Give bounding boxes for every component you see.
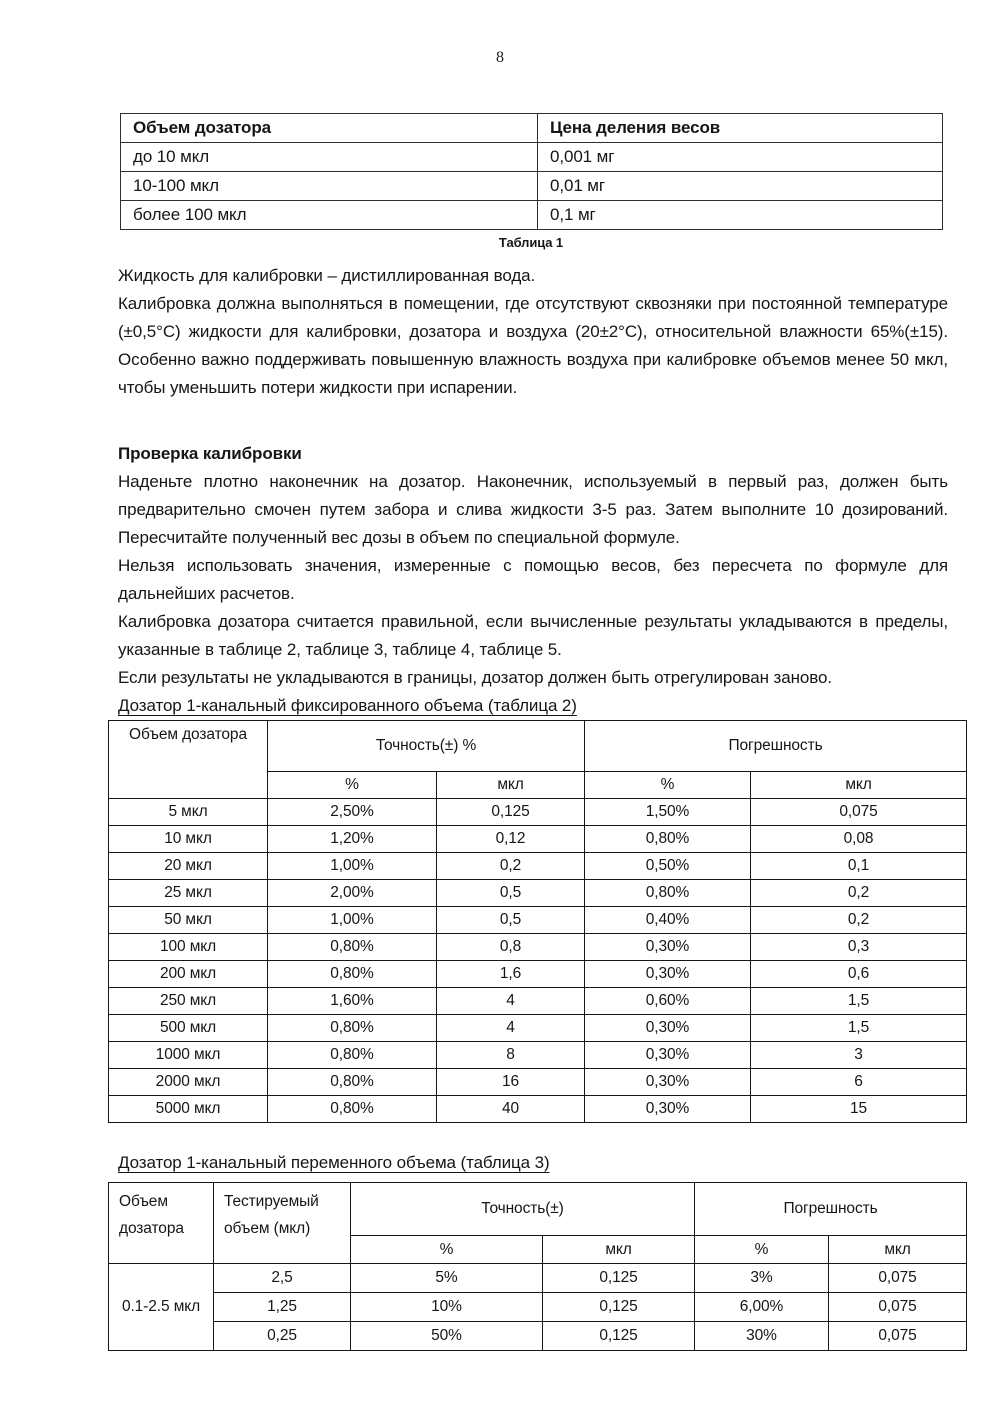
table-cell: 0,3	[751, 934, 967, 961]
table-cell: 1,5	[751, 1015, 967, 1042]
paragraph-valid-limits: Калибровка дозатора считается правильной, если вычисленные результаты укладываются в пределы, указанные в таблице 2, таблице 3, таблице 4, таблице 5.	[118, 612, 948, 659]
table-cell: 15	[751, 1096, 967, 1123]
page-number: 8	[496, 49, 504, 66]
t2-subheader-error-percent: %	[585, 772, 751, 799]
table-cell: 0,2	[437, 853, 585, 880]
table1-caption: Таблица 1	[498, 235, 564, 250]
table-cell: 0,125	[543, 1293, 695, 1322]
table-cell: 0,50%	[585, 853, 751, 880]
table-cell: 0,125	[543, 1264, 695, 1293]
table-cell: 0,2	[751, 880, 967, 907]
table-cell: 0,5	[437, 907, 585, 934]
table-cell: 0,075	[829, 1264, 967, 1293]
table-cell: 20 мкл	[109, 853, 268, 880]
table-cell: 1,25	[214, 1293, 351, 1322]
t3-subheader-error-percent: %	[695, 1236, 829, 1264]
table-cell: 0,12	[437, 826, 585, 853]
variable-volume-pipette-table	[108, 1182, 967, 1351]
table-row	[109, 826, 967, 853]
table-cell: 8	[437, 1042, 585, 1069]
table-cell: 0,80%	[585, 826, 751, 853]
table-cell: 50%	[351, 1322, 543, 1351]
t2-header-error-group: Погрешность	[585, 721, 967, 772]
table-cell: 0,40%	[585, 907, 751, 934]
table-cell: 10-100 мкл	[121, 172, 538, 201]
table-cell: 6,00%	[695, 1293, 829, 1322]
t2-header-accuracy-group: Точность(±) %	[268, 721, 585, 772]
table-row	[109, 1069, 967, 1096]
table-row	[121, 172, 943, 201]
table-cell: 0,30%	[585, 934, 751, 961]
table3-heading: Дозатор 1-канальный переменного объема (таблица 3)	[118, 1153, 550, 1172]
table-header-row	[109, 1183, 967, 1236]
t2-subheader-accuracy-percent: %	[268, 772, 437, 799]
table-cell: 1,00%	[268, 907, 437, 934]
paragraph-no-raw-values: Нельзя использовать значения, измеренные с помощью весов, без пересчета по формуле для дальнейших расчетов.	[118, 556, 948, 603]
table-cell: 5%	[351, 1264, 543, 1293]
table-cell: 3	[751, 1042, 967, 1069]
table-row	[109, 1042, 967, 1069]
table-cell: 2,00%	[268, 880, 437, 907]
table-cell: 4	[437, 988, 585, 1015]
table2-heading: Дозатор 1-канальный фиксированного объема (таблица 2)	[118, 696, 577, 715]
table-cell: 2,5	[214, 1264, 351, 1293]
table-cell: 500 мкл	[109, 1015, 268, 1042]
table-cell: 0,01 мг	[538, 172, 943, 201]
table-cell: 0,2	[751, 907, 967, 934]
table-cell: 0,1	[751, 853, 967, 880]
t2-body	[109, 799, 967, 1123]
table-cell: 0,80%	[268, 1069, 437, 1096]
table-cell: 0,075	[751, 799, 967, 826]
table-cell: 30%	[695, 1322, 829, 1351]
t3-subheader-error-mcl: мкл	[829, 1236, 967, 1264]
t3-subheader-accuracy-percent: %	[351, 1236, 543, 1264]
table-row	[121, 143, 943, 172]
table-cell: 0,125	[437, 799, 585, 826]
t2-subheader-error-mcl: мкл	[751, 772, 967, 799]
table-cell: 0,80%	[268, 934, 437, 961]
table-row	[109, 934, 967, 961]
table-cell: 0,80%	[268, 1042, 437, 1069]
table-cell: 16	[437, 1069, 585, 1096]
table-cell: 0,6	[751, 961, 967, 988]
table-cell: 0,5	[437, 880, 585, 907]
section-heading-calibration-check: Проверка калибровки	[118, 444, 302, 463]
table-cell: 0,30%	[585, 1096, 751, 1123]
table-header-row	[121, 114, 943, 143]
table-cell: 1,00%	[268, 853, 437, 880]
table-cell: 3%	[695, 1264, 829, 1293]
table-cell: 0,80%	[268, 1015, 437, 1042]
table-cell: 0,1 мг	[538, 201, 943, 230]
table-cell: 50 мкл	[109, 907, 268, 934]
table-cell: 0,30%	[585, 1069, 751, 1096]
table-row	[109, 907, 967, 934]
table-cell: 1,50%	[585, 799, 751, 826]
table-cell: 0,075	[829, 1322, 967, 1351]
table-cell: 0,08	[751, 826, 967, 853]
table-cell: 0,30%	[585, 961, 751, 988]
table-cell: 0,80%	[585, 880, 751, 907]
table-cell: более 100 мкл	[121, 201, 538, 230]
table-cell: 0,8	[437, 934, 585, 961]
table-cell: 0,001 мг	[538, 143, 943, 172]
table-row	[109, 988, 967, 1015]
table-row	[109, 853, 967, 880]
table-cell: 0,30%	[585, 1042, 751, 1069]
table-cell: 0,25	[214, 1322, 351, 1351]
table-cell: 25 мкл	[109, 880, 268, 907]
table-row	[109, 1264, 967, 1293]
row-group-label: 0.1-2.5 мкл	[109, 1264, 214, 1351]
paragraph-readjust: Если результаты не укладываются в границы, дозатор должен быть отрегулирован заново.	[118, 668, 832, 687]
table-cell: 10 мкл	[109, 826, 268, 853]
t2-header-dispenser-volume: Объем дозатора	[109, 721, 268, 799]
table-cell: 2,50%	[268, 799, 437, 826]
table-cell: 40	[437, 1096, 585, 1123]
table-cell: 100 мкл	[109, 934, 268, 961]
scale-resolution-table	[120, 113, 943, 230]
t3-header-accuracy-group: Точность(±)	[351, 1183, 695, 1236]
t3-header-error-group: Погрешность	[695, 1183, 967, 1236]
t3-subheader-accuracy-mcl: мкл	[543, 1236, 695, 1264]
table-row	[121, 201, 943, 230]
table-cell: 1,5	[751, 988, 967, 1015]
table-cell: 2000 мкл	[109, 1069, 268, 1096]
t3-header-tested-volume: Тестируемый объем (мкл)	[214, 1183, 351, 1264]
t3-body	[109, 1264, 967, 1351]
table-row	[109, 880, 967, 907]
t3-header-dispenser-volume: Объем дозатора	[109, 1183, 214, 1264]
t1-header-scale-resolution: Цена деления весов	[538, 114, 943, 143]
table-cell: 5 мкл	[109, 799, 268, 826]
paragraph-check-procedure: Наденьте плотно наконечник на дозатор. Наконечник, используемый в первый раз, должен быть предварительно смочен путем забора и слива жидкости 3-5 раз. Затем выполните 10 дозирований. Пересчитайте полученный вес дозы в объем по специальной формуле.	[118, 472, 948, 547]
fixed-volume-pipette-table	[108, 720, 967, 1123]
table-cell: 200 мкл	[109, 961, 268, 988]
table-cell: до 10 мкл	[121, 143, 538, 172]
table-cell: 1000 мкл	[109, 1042, 268, 1069]
table-cell: 0,60%	[585, 988, 751, 1015]
table-cell: 250 мкл	[109, 988, 268, 1015]
table-cell: 0,30%	[585, 1015, 751, 1042]
table-row	[109, 1322, 967, 1351]
table-row	[109, 1015, 967, 1042]
table-row	[109, 961, 967, 988]
table-row	[109, 799, 967, 826]
t2-subheader-accuracy-mcl: мкл	[437, 772, 585, 799]
table-cell: 4	[437, 1015, 585, 1042]
paragraph-calibration-liquid: Жидкость для калибровки – дистиллированная вода.	[118, 266, 536, 285]
paragraph-room-conditions: Калибровка должна выполняться в помещении, где отсутствуют сквозняки при постоянной температуре (±0,5°C) жидкости для калибровки, дозатора и воздуха (20±2°C), относительной влажности 65%(±15). Особенно важно поддерживать повышенную влажность воздуха при калибровке объемов менее 50 мкл, чтобы уменьшить потери жидкости при испарении.	[118, 294, 948, 397]
table-cell: 10%	[351, 1293, 543, 1322]
table-header-row	[109, 721, 967, 772]
table-cell: 0,075	[829, 1293, 967, 1322]
table-cell: 0,125	[543, 1322, 695, 1351]
table-cell: 1,6	[437, 961, 585, 988]
table-cell: 1,60%	[268, 988, 437, 1015]
table-cell: 0,80%	[268, 961, 437, 988]
t1-header-dispenser-volume: Объем дозатора	[121, 114, 538, 143]
table-cell: 0,80%	[268, 1096, 437, 1123]
table-cell: 6	[751, 1069, 967, 1096]
t1-body	[121, 143, 943, 230]
table-cell: 1,20%	[268, 826, 437, 853]
table-cell: 5000 мкл	[109, 1096, 268, 1123]
table-row	[109, 1096, 967, 1123]
table-row	[109, 1293, 967, 1322]
